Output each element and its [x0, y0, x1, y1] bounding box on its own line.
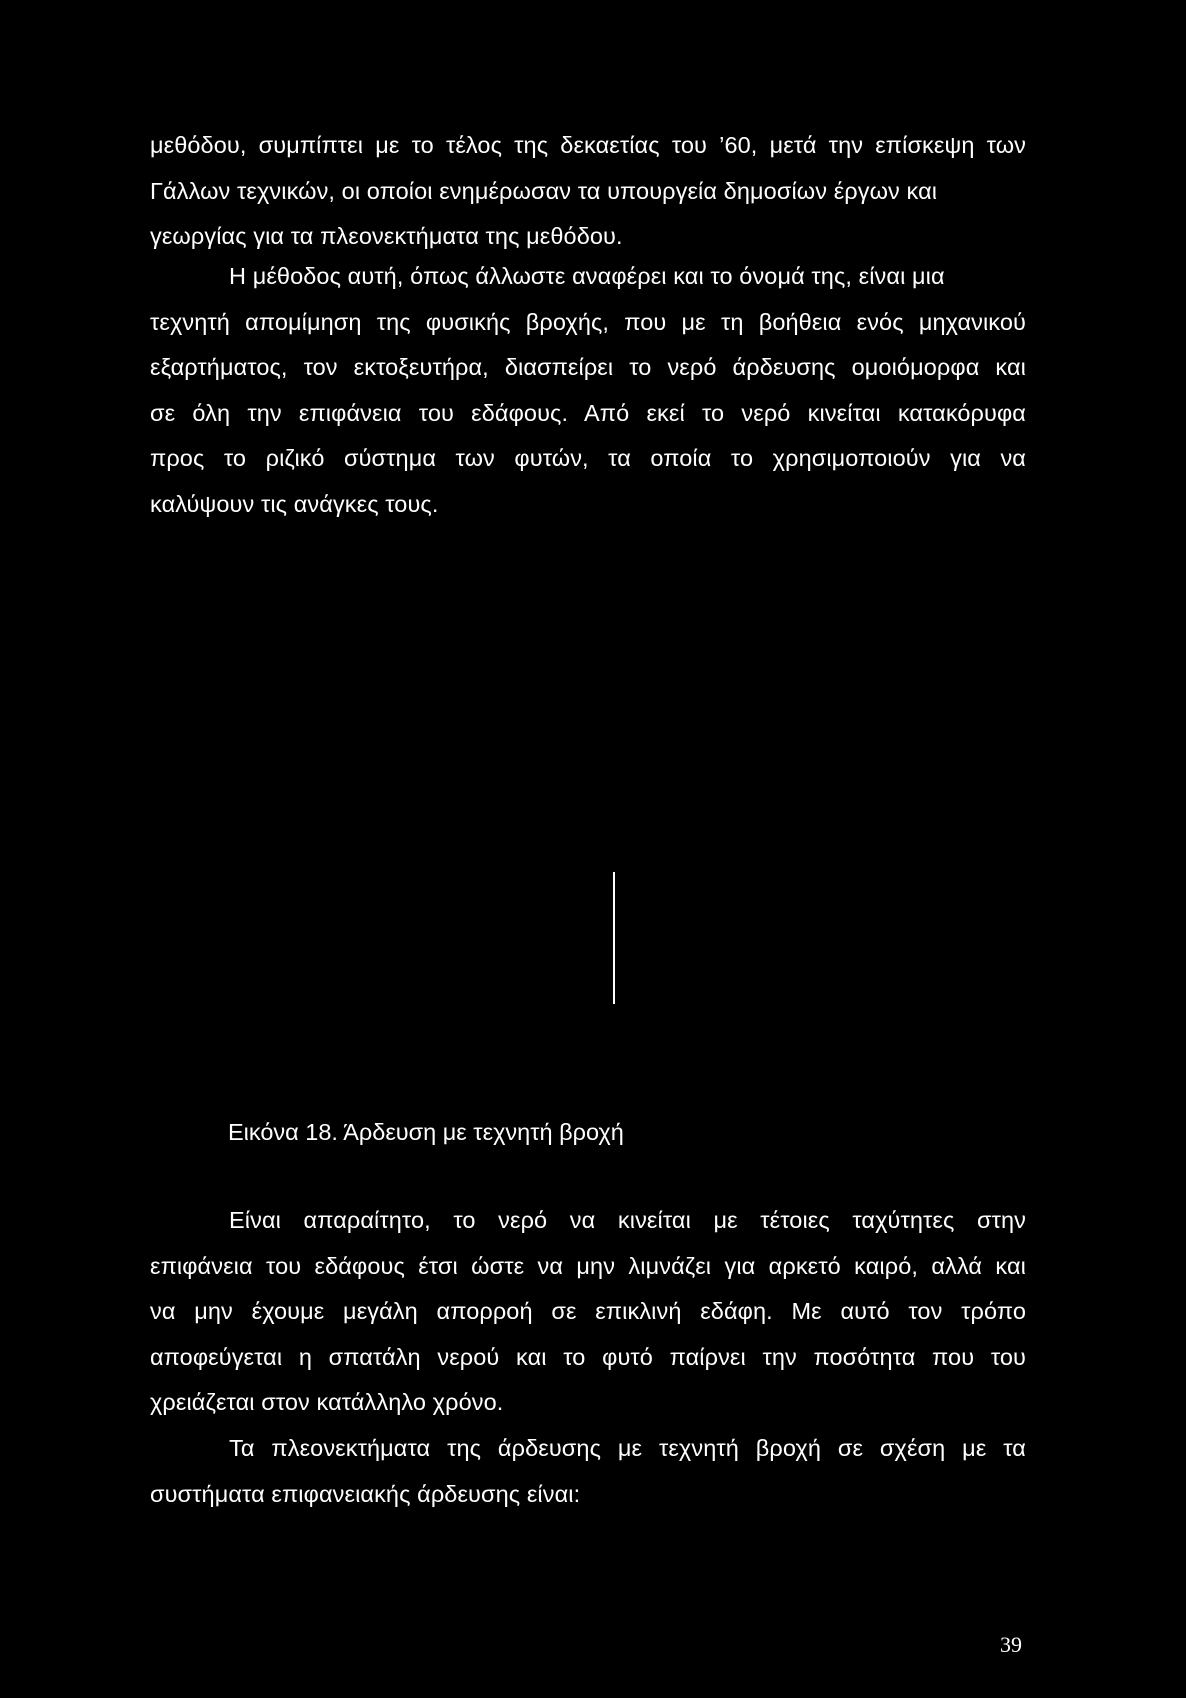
text-line: προς το ριζικό σύστημα των φυτών, τα οποία το χρησιμοποιούν για να [150, 445, 1026, 471]
text-line: Η μέθοδος αυτή, όπως άλλωστε αναφέρει και το όνομά της, είναι μια [229, 263, 945, 289]
figure-caption: Εικόνα 18. Άρδευση με τεχνητή βροχή [228, 1119, 624, 1145]
text-line: συστήματα επιφανειακής άρδευσης είναι: [150, 1480, 581, 1507]
page-number: 39 [1000, 1632, 1022, 1657]
figure-image-area [150, 540, 1026, 1110]
figure-sprinkler-line [613, 872, 615, 1004]
paragraph-method-history [150, 123, 1026, 260]
paragraph-water-velocity [150, 1198, 1026, 1426]
text-line: αποφεύγεται η σπατάλη νερού και το φυτό παίρνει την ποσότητα που του [150, 1343, 1026, 1370]
text-line: τεχνητή απομίμηση της φυσικής βροχής, που με τη βοήθεια ενός μηχανικού [150, 308, 1026, 335]
text-line: Είναι απαραίτητο, το νερό να κινείται με τέτοιες ταχύτητες στην [229, 1207, 1026, 1233]
text-line: γεωργίας για τα πλεονεκτήματα της μεθόδου. [150, 223, 623, 249]
text-line: χρειάζεται στον κατάλληλο χρόνο. [150, 1389, 504, 1415]
text-line: επιφάνεια του εδάφους έτσι ώστε να μην λιμνάζει για αρκετό καιρό, αλλά και [150, 1252, 1026, 1279]
text-line: να μην έχουμε μεγάλη απορροή σε επικλινή εδάφη. Με αυτό τον τρόπο [150, 1298, 1026, 1324]
text-line: εξαρτήματος, τον εκτοξευτήρα, διασπείρει το νερό άρδευσης ομοιόμορφα και [150, 354, 1026, 380]
text-line: καλύψουν τις ανάγκες τους. [150, 490, 439, 517]
text-line: Γάλλων τεχνικών, οι οποίοι ενημέρωσαν τα υπουργεία δημοσίων έργων και [150, 177, 938, 204]
paragraph-method-description [150, 254, 1026, 527]
text-line: μεθόδου, συμπίπτει με το τέλος της δεκαετίας του ’60, μετά την επίσκεψη των [150, 132, 1026, 158]
text-line: Τα πλεονεκτήματα της άρδευσης με τεχνητή βροχή σε σχέση με τα [229, 1435, 1026, 1461]
paragraph-advantages-intro [150, 1426, 1026, 1517]
text-line: σε όλη την επιφάνεια του εδάφους. Από εκεί το νερό κινείται κατακόρυφα [150, 399, 1026, 426]
